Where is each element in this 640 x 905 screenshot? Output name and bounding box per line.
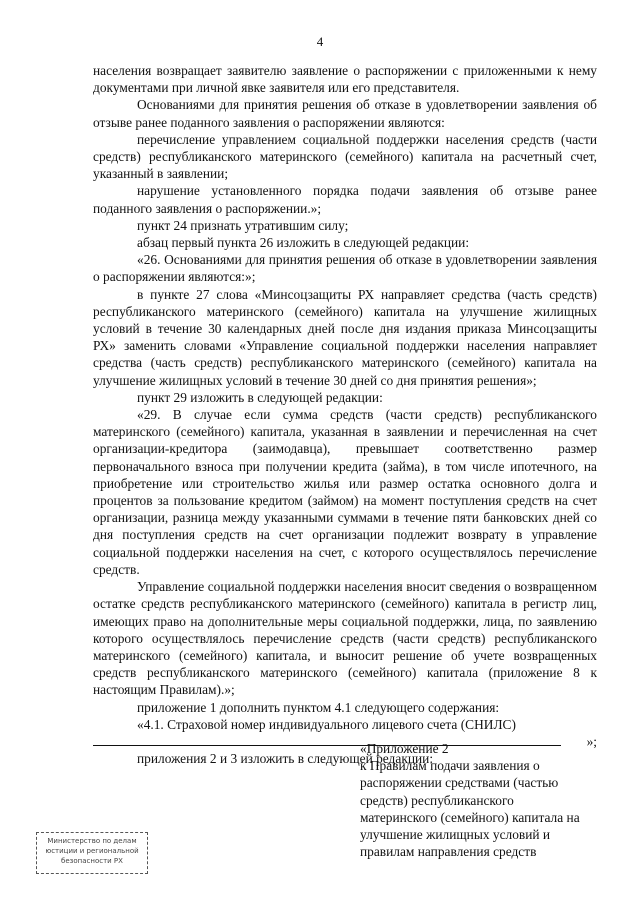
paragraph: пункт 29 изложить в следующей редакции: <box>137 389 383 405</box>
appendix-line: к Правилам подачи заявления о <box>360 758 540 774</box>
registration-stamp <box>36 832 148 874</box>
snils-closing-quote: »; <box>586 733 597 749</box>
paragraph: абзац первый пункта 26 изложить в следующей редакции: <box>137 235 470 251</box>
paragraph: пункт 24 признать утратившим силу; <box>137 217 349 233</box>
appendix-line: средств) республиканского <box>360 792 514 808</box>
paragraph: «26. Основаниями для принятия решения об отказе в удовлетворении заявления о распоряжении являются:»; <box>93 252 597 285</box>
appendix-line: улучшение жилищных условий и <box>360 827 551 843</box>
paragraph: «4.1. Страховой номер индивидуального лицевого счета (СНИЛС) <box>137 716 516 732</box>
paragraph: приложение 1 дополнить пунктом 4.1 следующего содержания: <box>137 699 500 715</box>
paragraph: Управление социальной поддержки населения вносит сведения о возвращенном остатке средств республиканского материнского (семейного) капитала в регистр лиц, имеющих право на дополнительные меры социальной поддержки, лица, по заявлению которого осуществлялось перечисление средств (части средств) республиканского материнского (семейного) капитала, и выносит решение об учете возвращенных средств республиканского материнского (семейного) капитала (приложение 8 к настоящим Правилам).»; <box>93 579 597 698</box>
paragraph: «29. В случае если сумма средств (части средств) республиканского материнского (семейного) капитала, указанная в заявлении и перечисленная на счет организации-кредитора (заимодавца), превышает соответственно размер первоначального взноса при получении кредита (займа), в том числе ипотечного, на приобретение или строительство жилья или размер остатка основного долга и процентов за пользование кредитом (займом) на момент поступления средств на счет организации, разница между указанными суммами в течение пяти банковских дней со дня поступления средств на счет организации подлежит возврату в управление социальной поддержки населения на счет, с которого осуществлялось перечисление средств. <box>93 407 597 577</box>
paragraph: нарушение установленного порядка подачи заявления об отзыве ранее поданного заявления о распоряжении.»; <box>93 183 597 216</box>
appendix-heading-block <box>360 740 600 860</box>
paragraph: в пункте 27 слова «Минсоцзащиты РХ направляет средства (часть средств) республиканского материнского (семейного) капитала на улучшение жилищных условий в течение 30 календарных дней после дня издания приказа Минсоцзащиты РХ» заменить словами «Управление социальной поддержки населения направляет средства (часть средств) республиканского материнского (семейного) капитала на улучшение жилищных условий в течение 30 дней со дня принятия решения»; <box>93 286 597 388</box>
paragraph: приложения 2 и 3 изложить в следующей редакции: <box>137 751 434 767</box>
document-body <box>93 62 597 767</box>
appendix-line: распоряжении средствами (частью <box>360 775 559 791</box>
stamp-line: юстиции и региональной <box>45 847 139 855</box>
appendix-line: «Приложение 2 <box>360 741 449 756</box>
stamp-line: безопасности РХ <box>61 857 123 865</box>
paragraph: населения возвращает заявителю заявление о распоряжении с приложенными к нему документами при личной явке заявителя или его представителя. <box>93 63 597 96</box>
paragraph: Основаниями для принятия решения об отказе в удовлетворении заявления об отзыве ранее поданного заявления о распоряжении являются: <box>93 97 597 130</box>
stamp-line: Министерство по делам <box>47 837 137 845</box>
paragraph: перечисление управлением социальной поддержки населения средств (части средств) республиканского материнского (семейного) капитала на расчетный счет, указанный в заявлении; <box>93 131 597 182</box>
appendix-line: материнского (семейного) капитала на <box>360 809 580 825</box>
appendix-line: правилам направления средств <box>360 844 537 860</box>
page-number: 4 <box>316 34 324 49</box>
